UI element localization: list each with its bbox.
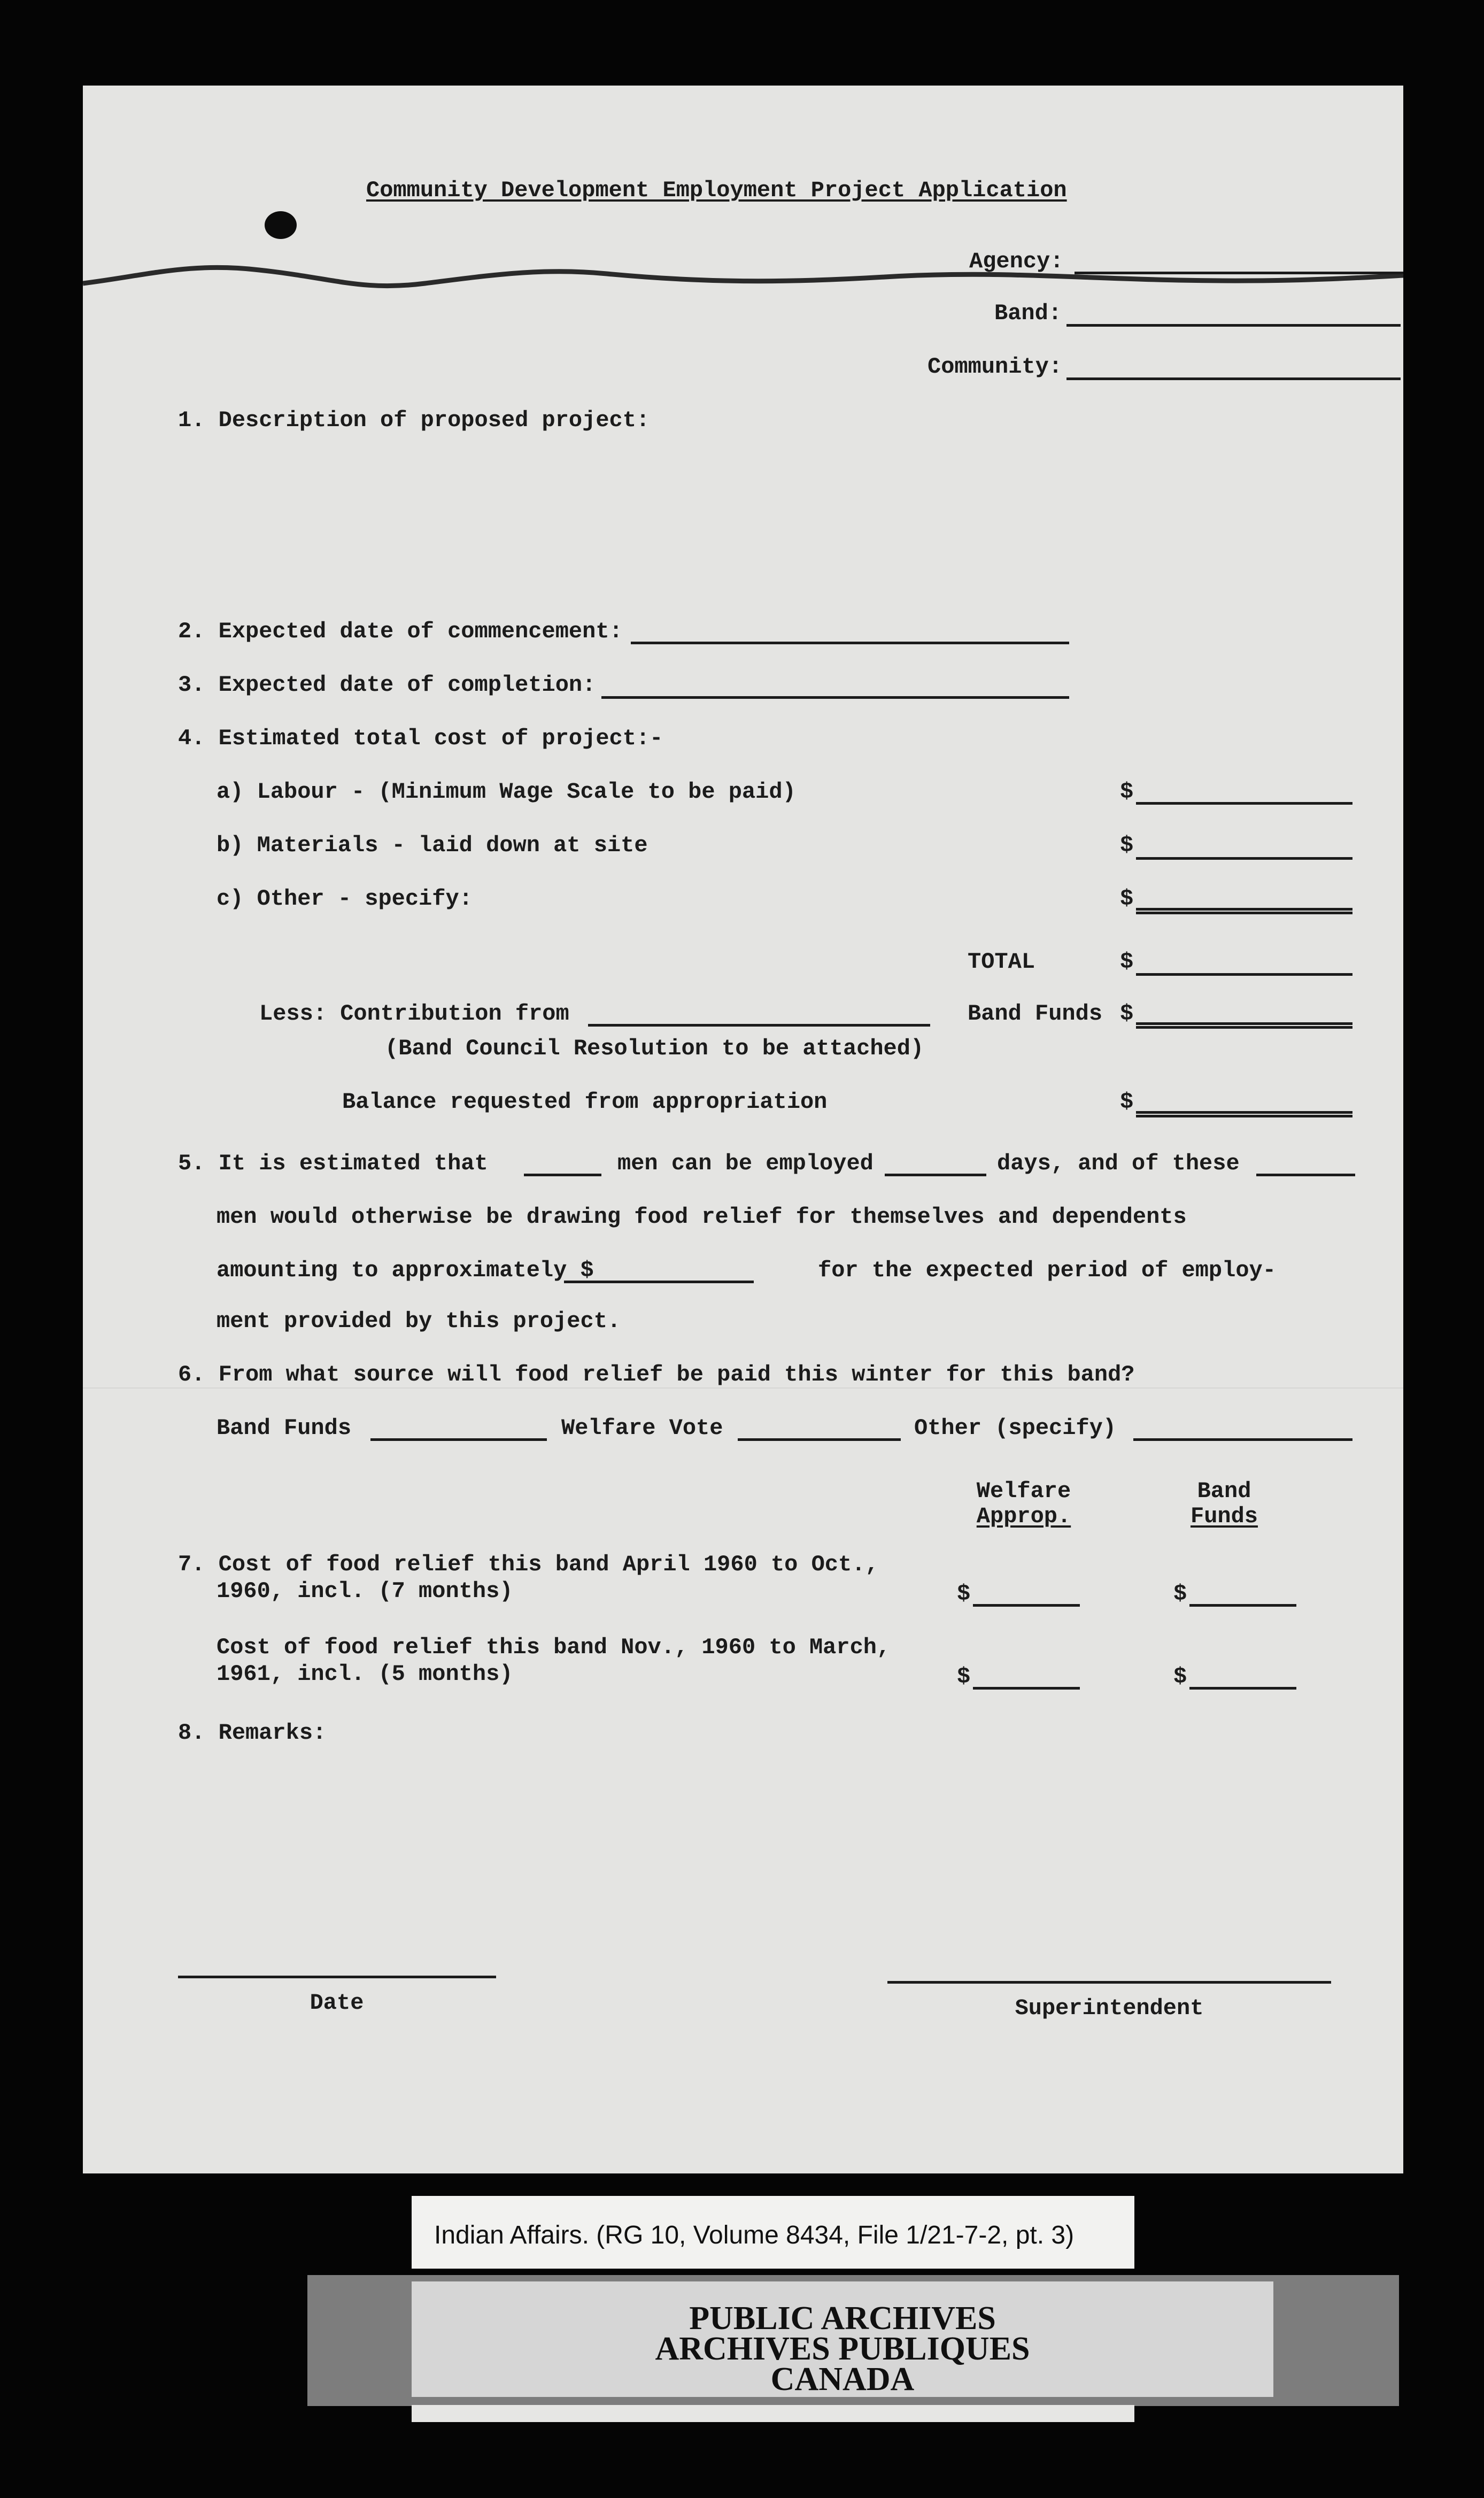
community-label: Community: — [928, 354, 1063, 380]
dollar-sign: $ — [1120, 1089, 1134, 1115]
superintendent-label: Superintendent — [1015, 1995, 1204, 2021]
q7b-band-field[interactable] — [1189, 1687, 1296, 1690]
q5-text-line2: men would otherwise be drawing food relief for themselves and dependents — [217, 1204, 1187, 1230]
archive-stamp-line-2: ARCHIVES PUBLIQUES — [655, 2331, 1030, 2367]
q6-band-funds-label: Band Funds — [217, 1415, 352, 1441]
q2-commencement-label: 2. Expected date of commencement: — [178, 619, 623, 644]
q5-text-line3a: amounting to approximately $ — [217, 1258, 594, 1283]
q6-welfare-vote-field[interactable] — [738, 1438, 901, 1441]
q6-other-label: Other (specify) — [914, 1415, 1117, 1441]
q7-band-field[interactable] — [1189, 1604, 1296, 1607]
q5-text-b: men can be employed — [617, 1151, 874, 1176]
q6-other-field[interactable] — [1133, 1438, 1352, 1441]
materials-cost-field[interactable] — [1136, 857, 1352, 860]
balance-field[interactable] — [1136, 1111, 1352, 1117]
total-cost-field[interactable] — [1136, 973, 1352, 976]
archive-stamp — [412, 2281, 1273, 2397]
q1-description-label: 1. Description of proposed project: — [178, 407, 650, 433]
dollar-sign: $ — [1173, 1664, 1187, 1690]
q7b-line1: Cost of food relief this band Nov., 1960 to March, — [217, 1635, 891, 1660]
q5-text-line3b: for the expected period of employ- — [818, 1258, 1276, 1283]
total-label: TOTAL — [968, 949, 1035, 975]
superintendent-signature-line[interactable] — [887, 1981, 1331, 1984]
dollar-sign: $ — [1120, 1001, 1134, 1027]
archive-stamp-line-1: PUBLIC ARCHIVES — [689, 2300, 996, 2337]
dollar-sign: $ — [1120, 779, 1134, 805]
relief-amount-field[interactable] — [564, 1281, 754, 1283]
q7-welfare-field[interactable] — [973, 1604, 1080, 1607]
other-cost-field[interactable] — [1136, 908, 1352, 914]
date-signature-line[interactable] — [178, 1976, 496, 1978]
band-field[interactable] — [1066, 324, 1401, 327]
archive-label-edge — [412, 2405, 1134, 2422]
q6-label: 6. From what source will food relief be paid this winter for this band? — [178, 1362, 1135, 1387]
band-funds-header-1: Band — [1197, 1478, 1251, 1504]
band-funds-field[interactable] — [1136, 1022, 1352, 1029]
commencement-date-field[interactable] — [631, 642, 1069, 644]
q4c-other-label: c) Other - specify: — [217, 886, 473, 912]
archive-citation: Indian Affairs. (RG 10, Volume 8434, File 1/21-7-2, pt. 3) — [434, 2221, 1075, 2249]
community-field[interactable] — [1066, 377, 1401, 380]
dollar-sign: $ — [1120, 886, 1134, 912]
days-count-field[interactable] — [885, 1174, 986, 1176]
labour-cost-field[interactable] — [1136, 802, 1352, 805]
ink-blot — [265, 211, 297, 239]
q3-completion-label: 3. Expected date of completion: — [178, 672, 596, 698]
dollar-sign: $ — [957, 1581, 971, 1607]
council-resolution-note: (Band Council Resolution to be attached) — [385, 1036, 924, 1061]
dollar-sign: $ — [1120, 832, 1134, 858]
dollar-sign: $ — [1120, 949, 1134, 975]
q6-welfare-vote-label: Welfare Vote — [561, 1415, 723, 1441]
form-title: Community Development Employment Project Application — [366, 178, 1067, 203]
archive-stamp-line-3: CANADA — [770, 2361, 915, 2397]
form-page — [83, 86, 1403, 2173]
q5-text-line4: ment provided by this project. — [217, 1308, 621, 1334]
q7b-line2: 1961, incl. (5 months) — [217, 1661, 513, 1687]
agency-field[interactable] — [1075, 272, 1403, 274]
less-contribution-label: Less: Contribution from — [259, 1001, 569, 1027]
paper-fold-shadow — [83, 246, 1403, 310]
dollar-sign: $ — [957, 1664, 971, 1690]
q5-text-a: 5. It is estimated that — [178, 1151, 488, 1176]
q5-text-c: days, and of these — [997, 1151, 1240, 1176]
q7b-welfare-field[interactable] — [973, 1687, 1080, 1690]
q7-line2: 1960, incl. (7 months) — [217, 1578, 513, 1604]
q8-remarks-label: 8. Remarks: — [178, 1720, 327, 1746]
q7-line1: 7. Cost of food relief this band April 1960 to Oct., — [178, 1552, 879, 1577]
q4a-labour-label: a) Labour - (Minimum Wage Scale to be paid) — [217, 779, 796, 805]
men-count-field[interactable] — [524, 1174, 601, 1176]
band-funds-header-2: Funds — [1190, 1504, 1258, 1529]
balance-label: Balance requested from appropriation — [342, 1089, 828, 1115]
welfare-approp-header-1: Welfare — [976, 1478, 1071, 1504]
archive-citation-label — [412, 2196, 1134, 2269]
date-label: Date — [310, 1990, 364, 2016]
men-on-relief-field[interactable] — [1256, 1174, 1355, 1176]
q4-total-cost-label: 4. Estimated total cost of project:- — [178, 726, 663, 751]
band-label: Band: — [994, 300, 1062, 326]
welfare-approp-header-2: Approp. — [976, 1504, 1071, 1529]
completion-date-field[interactable] — [601, 696, 1069, 699]
q4b-materials-label: b) Materials - laid down at site — [217, 832, 648, 858]
contribution-source-field[interactable] — [588, 1024, 930, 1027]
band-funds-label: Band Funds — [968, 1001, 1103, 1027]
dollar-sign: $ — [1173, 1581, 1187, 1607]
archive-stamp-band — [307, 2275, 1399, 2406]
q6-band-funds-field[interactable] — [370, 1438, 547, 1441]
agency-label: Agency: — [969, 249, 1064, 274]
